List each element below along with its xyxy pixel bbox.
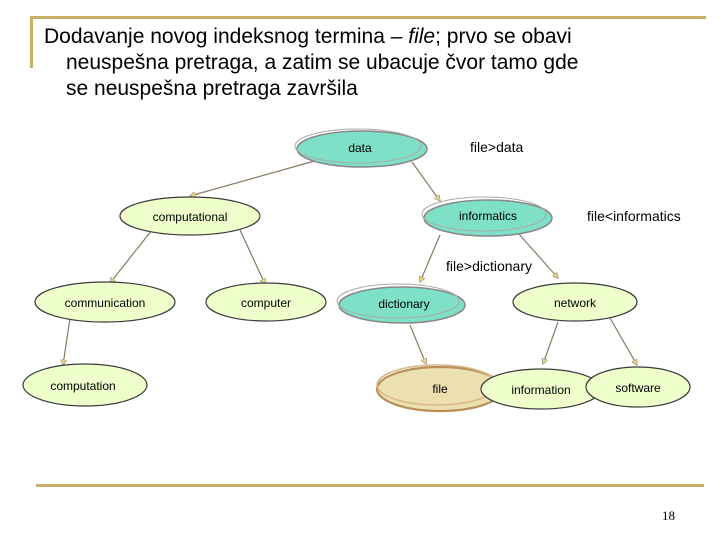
node-software-label: software [615, 381, 661, 395]
node-network-label: network [553, 296, 597, 310]
node-file-label: file [432, 382, 448, 396]
node-computer [206, 283, 326, 321]
page-number: 18 [662, 508, 675, 523]
bottom-rule [36, 484, 704, 487]
node-computer-label: computer [240, 296, 292, 310]
node-informatics [422, 197, 552, 236]
node-dictionary [337, 284, 465, 323]
edge-communication-computation [63, 318, 70, 365]
annotation-file-gt-dictionary: file>dictionary [446, 258, 532, 274]
node-data-label: data [348, 141, 372, 155]
node-computation-label: computation [50, 379, 116, 393]
edge-data-computational [190, 160, 318, 196]
edge-network-information [543, 322, 558, 364]
edges [63, 160, 637, 365]
title-term: file [408, 25, 436, 48]
annotation-file-gt-data: file>data [470, 139, 524, 155]
slide-title: Dodavanje novog indeksnog termina – file; prvo se obavi neuspešna pretraga, a zatim se ubacuje čvor tamo gde se neuspešna pretraga završila [44, 25, 579, 100]
node-network [513, 283, 637, 321]
node-communication-label: communication [64, 296, 146, 310]
node-computation [23, 364, 147, 406]
edge-data-informatics [412, 162, 440, 201]
edge-network-software [610, 318, 637, 365]
edge-computational-computer [240, 230, 265, 284]
edge-dictionary-file [410, 325, 426, 364]
edge-computational-communication [110, 230, 152, 283]
edge-informatics-dictionary [420, 235, 440, 282]
node-computational-label: computational [152, 210, 228, 224]
node-information [481, 369, 601, 409]
node-communication [35, 282, 175, 322]
node-dictionary-label: dictionary [378, 297, 430, 311]
node-data [295, 129, 427, 167]
annotation-file-lt-informatics: file<informatics [587, 208, 681, 224]
node-informatics-label: informatics [458, 209, 518, 223]
node-information-label: information [511, 383, 571, 397]
node-computational [120, 197, 260, 235]
node-software [586, 367, 690, 407]
